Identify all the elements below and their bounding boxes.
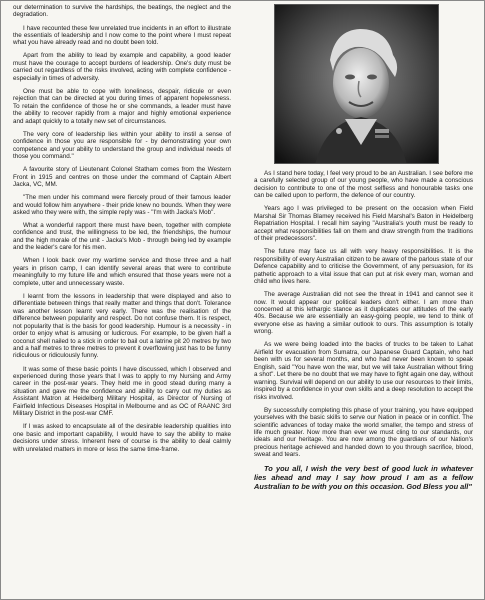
paragraph: When I look back over my wartime service and those three and a half years in prison camp, I can identify several areas that were to contribute meaningfully to my future life and which ensured that those years were not a complete, utter and unnecessary waste. bbox=[13, 257, 231, 287]
portrait-photo bbox=[274, 4, 439, 164]
paragraph: The average Australian did not see the threat in 1941 and cannot see it now. It would appear our political leaders don't either. I am more than concerned at this lethargic stance as it duplicates our attitudes of the early 40s. Because we are essentially an easy-going people, we tend to think of everyone else as having a similar outlook to ours. This assumption is totally wrong. bbox=[254, 291, 473, 336]
paragraph: The very core of leadership lies within your ability to instil a sense of confidence in those you are responsible for - by demonstrating your own competence and your ability to understand the group and individual needs of those you command." bbox=[13, 130, 231, 161]
paragraph: "The men under his command were fiercely proud of their famous leader and would follow him anywhere - their pride knew no bounds. When they were asked who they were with, the simple reply was - "I'm with Jacka's Mob". bbox=[13, 194, 231, 216]
paragraph: Years ago I was privileged to be present on the occasion when Field Marshal Sir Thomas Blamey received his Field Marshal's Baton in Heidelberg Repatriation Hospital. I recall him saying "Australia's youth must be ready to accept what responsibilities fall on them and draw strength from the traditions of their predecessors". bbox=[254, 205, 473, 243]
paragraph: our determination to survive the hardships, the beatings, the neglect and the degradation. bbox=[13, 4, 231, 19]
left-column bbox=[13, 4, 231, 459]
right-text bbox=[254, 170, 473, 497]
paragraph: By successfully completing this phase of your training, you have equipped yourselves with the basic skills to serve our Nation in peace or in conflict. The scientific advances of today make the world smaller, the tempo and stress of life much greater. Now more than ever we must cling to our standards, our ideals and our heritage. You are now among the guardians of our Nation's precious heritage achieved and handed down to you through sacrifice, blood, sweat and tears. bbox=[254, 406, 473, 459]
paragraph: A favourite story of Lieutenant Colonel Statham comes from the Western Front in 1915 and centres on those under the command of Captain Albert Jacka, VC, MM. bbox=[13, 166, 231, 189]
paragraph: It was some of these basic points I have discussed, which I observed and experienced during those years that I was to apply to my Nursing and Army career in the post-war years. They held me in good stead during many a situation and gave me the confidence and ability to carry out my duties as Assistant Matron at Heidelberg Military Hospital, as Director of Nursing of Fairfield Infectious Diseases Hospital in Melbourne and as OC of RAANC 3rd Military District in the post-war CMF. bbox=[13, 365, 231, 418]
paragraph: One must be able to cope with loneliness, despair, ridicule or even rejection that can be directed at you during times of apparent hopelessness. To retain the confidence of those he or she commands, a leader must have the ability to recover rapidly from a major and highly emotional experience and adapt quickly to a totally new set of circumstances. bbox=[13, 87, 231, 125]
paragraph: I have recounted these few unrelated true incidents in an effort to illustrate the essentials of leadership and I now come to the point where I must repeat what you have already read and no doubt been told. bbox=[13, 24, 231, 47]
paragraph: The future may face us all with very heavy responsibilities. It is the responsibility of every Australian citizen to be aware of the parlous state of our Defence capability and to criticise the Government, of any persuasion, for its pathetic approach to a vital issue that can put at risk every man, woman and child who lives here. bbox=[254, 248, 473, 286]
paragraph: As we were being loaded into the backs of trucks to be taken to Lahat Airfield for evacuation from Sumatra, our Japanese Guard Captain, who had been with us for several months, and who had never been known to speak English, said "You have won the war, but we will take Australian without firing a shot". Let there be no doubt that we may have to fight again one day, without warning. Survival will depend on our ability to use our resources to their limits, inspired by a confidence in your own skills and a deep resolution to accept the risks involved. bbox=[254, 341, 473, 401]
paragraph: Apart from the ability to lead by example and capability, a good leader must have the courage to accept burdens of leadership. One's duty must be carried out regardless of the risks involved, acting with complete confidence - especially in times of adversity. bbox=[13, 52, 231, 82]
closing-paragraph: To you all, I wish the very best of good luck in whatever lies ahead and may I say how proud I am as a fellow Australian to be with you on this occasion. God Bless you all" bbox=[254, 464, 473, 492]
paragraph: As I stand here today, I feel very proud to be an Australian. I see before me a carefully selected group of our young people, who have made a conscious decision to contribute to one of the most selfless and honourable tasks one can be called upon to perform, the defence of our country. bbox=[254, 170, 473, 200]
paragraph: I learnt from the lessons in leadership that were displayed and also to differentiate between things that really matter and things that don't. Tolerance was another lesson learnt very early. There was the realisation of the difference between popularity and respect. Do not confuse them. It is respect, not popularity that is the basis for good leadership. Humour is a necessity - in order to enjoy what is amusing or ludicrous. For example, to be given half a coconut shell nailed to a stick in order to bail out a latrine pit 20 metres by two and a half metres to three metres to prevent it overflowing just has to be funny ridiculous or ridiculously funny. bbox=[13, 292, 231, 360]
paragraph: What a wonderful rapport there must have been, together with complete confidence and trust, the willingness to be led, the friendships, the humour and the high morale of the unit - Jacka's Mob - through being led by example and the leader's care for his men. bbox=[13, 222, 231, 252]
paragraph: If I was asked to encapsulate all of the desirable leadership qualities into one basic and important capability, I would have to say the ability to make decisions under stress. Inherent here of course is the ability to deal calmly with unrelated matters in more or less the same time-frame. bbox=[13, 423, 231, 453]
